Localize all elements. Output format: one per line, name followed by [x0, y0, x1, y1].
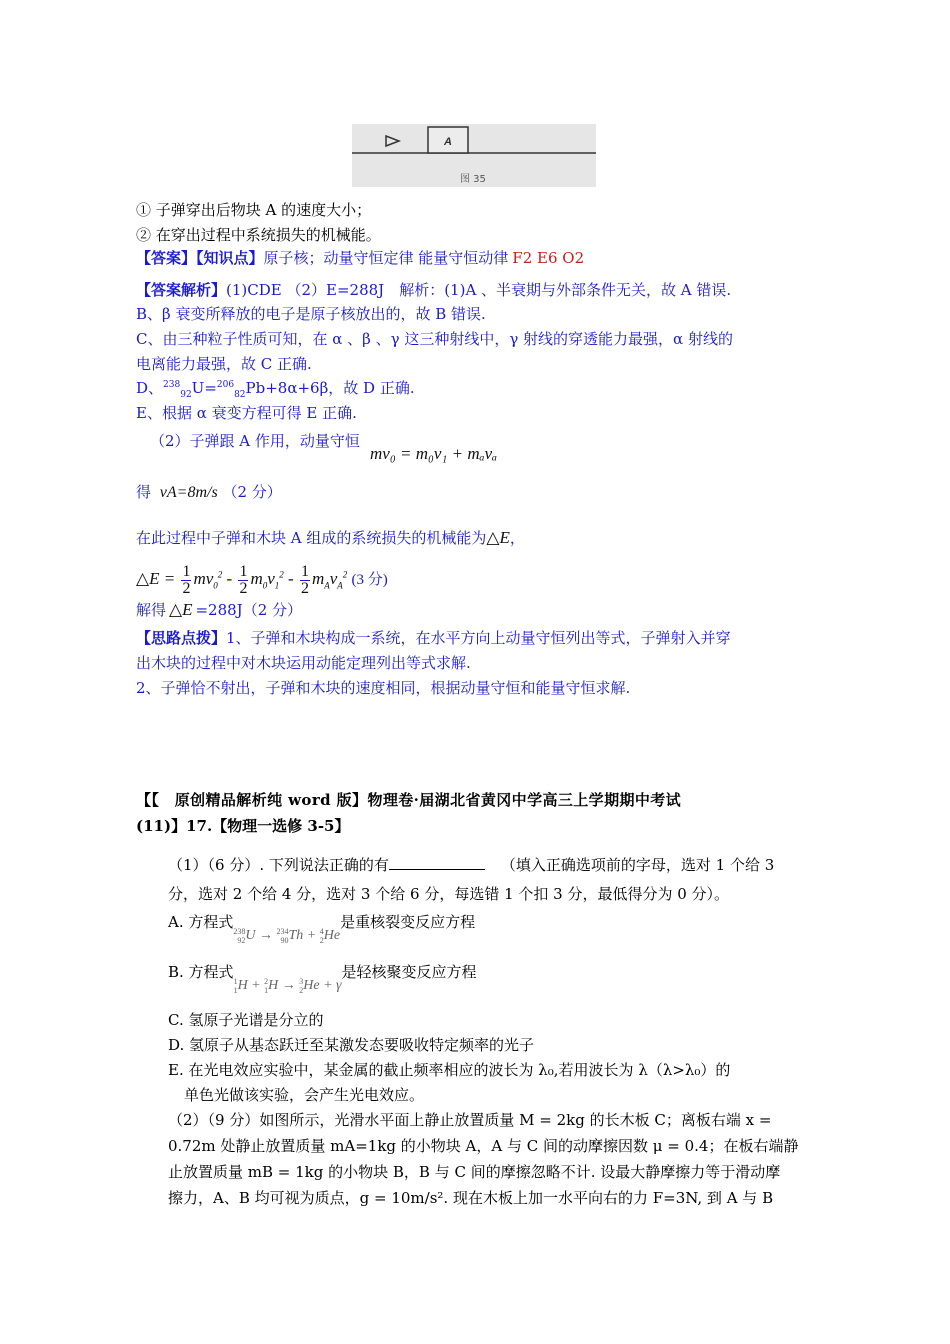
option-b-prefix: B. 方程式 [168, 963, 234, 981]
part2-text-2: 0.72m 处静止放置质量 mA=1kg 的小物块 A，A 与 C 间的动摩擦因数 μ = 0.4；在板右端静 [168, 1137, 799, 1155]
answer-line [136, 248, 584, 268]
analysis-e: E、根据 α 衰变方程可得 E 正确. [136, 404, 357, 422]
tips-line-2: 出木块的过程中对木块运用动能定理列出等式求解. [136, 654, 471, 672]
delta-e-symbol: △E [486, 528, 510, 547]
option-a [168, 912, 475, 946]
half-fraction-2: $\frac{1}{2}$ [239, 562, 248, 597]
option-e-1: E. 在光电效应实验中，某金属的截止频率相应的波长为 λ₀,若用波长为 λ（λ>λ₀）的 [168, 1061, 731, 1079]
solve-lead: 解得 [136, 601, 167, 619]
answer-knowledge: 原子核；动量守恒定律 能量守恒动律 [263, 249, 509, 267]
figure-caption: 图 35 [460, 174, 486, 185]
part1-lead: （1）（6 分）. 下列说法正确的有 [168, 856, 389, 874]
tips-text-1: 1、子弹和木块构成一系统，在水平方向上动量守恒列出等式，子弹射入并穿 [226, 629, 731, 647]
part1-line-2: 分，选对 2 个给 4 分，选对 3 个给 6 分，每选错 1 个扣 3 分，最低得分为 0 分）。 [168, 885, 730, 903]
option-b [168, 962, 477, 996]
analysis-tag: 【答案解析】 [136, 281, 227, 299]
energy-lhs: △E = [136, 569, 176, 588]
option-b-suffix: 是轻核聚变反应方程 [341, 963, 477, 981]
analysis-c-1: C、由三种粒子性质可知，在 α 、β 、γ 这三种射线中，γ 射线的穿透能力最强，α 射线的 [136, 330, 733, 348]
analysis-d-rest: Pb+8α+6β，故 D 正确. [245, 379, 415, 397]
velocity-result [136, 482, 282, 503]
tips-line-3: 2、子弹恰不射出，子弹和木块的速度相同，根据动量守恒和能量守恒求解. [136, 679, 631, 697]
analysis-line-1 [136, 280, 731, 300]
tips-tag: 【思路点拨】 [136, 629, 227, 647]
momentum-equation [370, 444, 497, 464]
half-fraction-1: $\frac{1}{2}$ [182, 562, 191, 597]
option-e-2: 单色光做该实验，会产生光电效应。 [184, 1086, 425, 1104]
next-question-title-2: (11)】17.【物理一选修 3-5】 [136, 817, 350, 835]
atomic-number-u: 92 [180, 390, 192, 400]
momentum-equation-text: mv₀ = m₀v₁ + mₐvₐ [370, 444, 498, 463]
velocity-lead: 得 [136, 483, 152, 501]
energy-equation: △E = $\frac{1}{2}$ $mv_0^2$ - $\frac{1}{2}$ $m_0v_1^2$ - $\frac{1}{2}$ $m_Av_A^2$ (3 分) [136, 562, 388, 597]
mass-number-u: 238 [163, 380, 181, 390]
loss-text: 在此过程中子弹和木块 A 组成的系统损失的机械能为 [136, 529, 487, 547]
part2-intro: （2）子弹跟 A 作用，动量守恒 [150, 432, 360, 450]
next-question-title-1: 【【 原创精品解析纯 word 版】物理卷·届湖北省黄冈中学高三上学期期中考试 [136, 791, 682, 809]
loss-line [136, 528, 525, 548]
part2-text-4: 擦力，A、B 均可视为质点，g = 10m/s². 现在木板上加一水平向右的力 F=3N, 到 A 与 B [168, 1189, 774, 1207]
figure-diagram [352, 124, 596, 187]
atomic-number-pb: 82 [234, 390, 246, 400]
analysis-b: B、β 衰变所释放的电子是原子核放出的，故 B 错误. [136, 305, 486, 323]
solve-result: =288J（2 分） [195, 601, 303, 619]
solve-line [136, 600, 302, 620]
part2-text-1: （2）（9 分）如图所示，光滑水平面上静止放置质量 M = 2kg 的长木板 C；离板右端 x = [168, 1111, 772, 1129]
velocity-score: （2 分） [222, 483, 282, 501]
part1-line-1 [168, 855, 774, 875]
answer-tag: 【答案】【知识点】 [136, 249, 264, 267]
uranium-symbol: U= [191, 379, 217, 397]
velocity-value: vA=8m/s [159, 484, 218, 501]
analysis-d [136, 378, 415, 398]
answer-blank[interactable] [389, 855, 485, 870]
part2-text-3: 止放置质量 mB = 1kg 的小物块 B，B 与 C 间的摩擦忽略不计. 设最大静摩擦力等于滑动摩 [168, 1163, 781, 1181]
fission-equation: 238 92U → 234 90Th + 4 2He [233, 926, 341, 945]
part1-instruction: （填入正确选项前的字母，选对 1 个给 3 [500, 856, 775, 874]
analysis-c-2: 电离能力最强，故 C 正确. [136, 355, 312, 373]
question-1: ① 子弹穿出后物块 A 的速度大小； [136, 201, 372, 219]
analysis-d-prefix: D、 [136, 379, 164, 397]
answer-codes: F2 E6 O2 [512, 249, 585, 267]
fusion-equation: 1 1H + 2 1H → 3 2He + γ [233, 976, 342, 995]
option-a-prefix: A. 方程式 [168, 913, 234, 931]
question-2: ② 在穿出过程中系统损失的机械能。 [136, 226, 381, 244]
figure-35 [352, 124, 596, 187]
loss-comma: ， [509, 529, 525, 547]
option-c: C. 氢原子光谱是分立的 [168, 1011, 324, 1029]
energy-score: (3 分) [351, 572, 388, 588]
half-fraction-3: $\frac{1}{2}$ [300, 562, 309, 597]
option-d: D. 氢原子从基态跃迁至某激发态要吸收特定频率的光子 [168, 1036, 535, 1054]
solve-delta-e: △E [169, 600, 193, 619]
option-a-suffix: 是重核裂变反应方程 [340, 913, 476, 931]
tips-line-1 [136, 628, 731, 648]
block-a-label: A [444, 136, 452, 148]
analysis-text: (1)CDE （2）E=288J 解析：(1)A 、半衰期与外部条件无关，故 A 错误. [226, 281, 732, 299]
mass-number-pb: 206 [216, 380, 235, 390]
